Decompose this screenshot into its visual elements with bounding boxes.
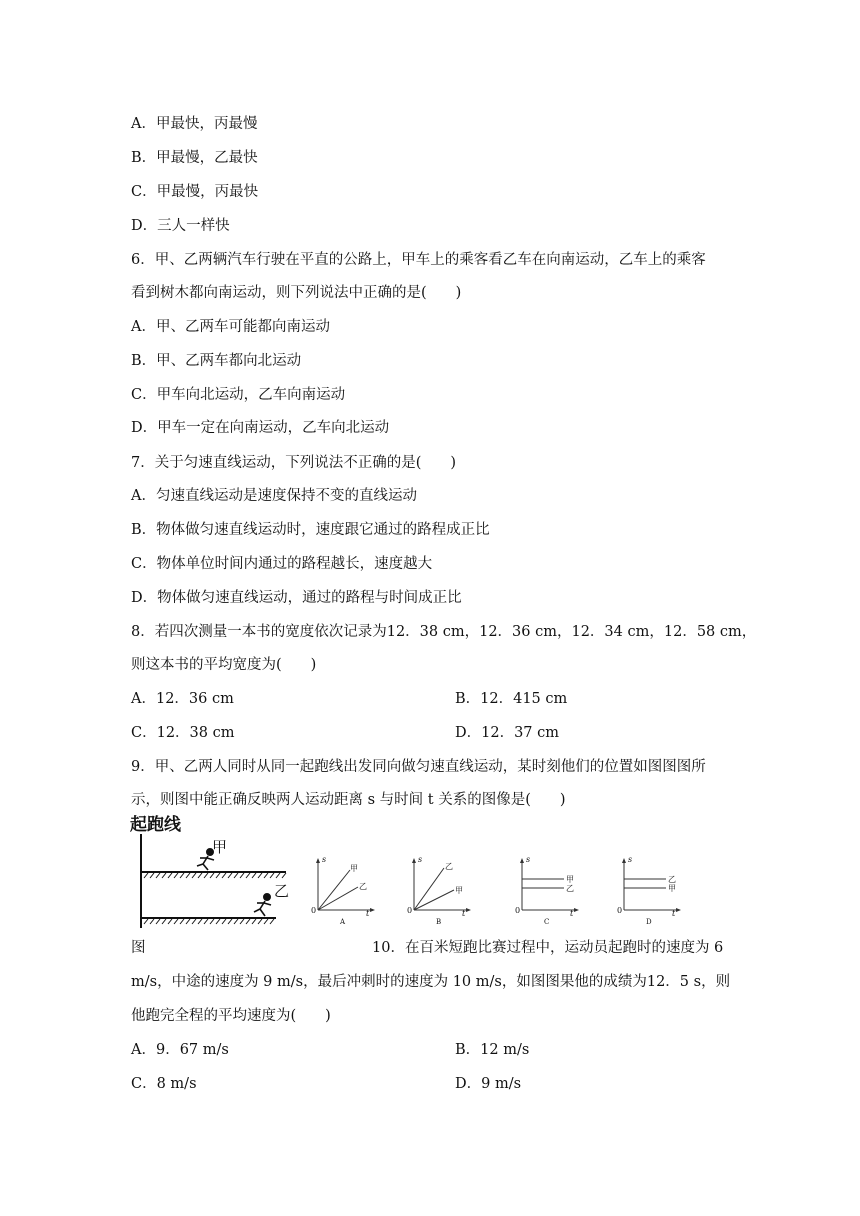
graph-c-y-axis: s [526,855,531,864]
graph-d-label: D [646,918,652,926]
graph-c-label: C [544,918,550,926]
q8-option-a: A．12．36 cm [131,691,234,707]
graph-c [512,855,582,930]
q7-option-a: A．匀速直线运动是速度保持不变的直线运动 [131,488,417,504]
graph-b-y-axis: s [418,855,423,864]
q10-stem-line3: 他跑完全程的平均速度为( ) [131,1008,331,1024]
q9-stem-line1: 9．甲、乙两人同时从同一起跑线出发同向做匀速直线运动，某时刻他们的位置如图图图所 [131,759,706,775]
q6-option-c: C．甲车向北运动，乙车向南运动 [131,387,346,403]
graph-b-label: B [436,918,442,926]
graph-b-x-axis: t [462,909,466,918]
q5-option-a: A．甲最快，丙最慢 [131,116,258,132]
graph-a-x-axis: t [366,909,370,918]
graph-a-line-label-2: 乙 [359,882,367,891]
graph-b [404,855,474,930]
q10-stem-line1: 10．在百米短跑比赛过程中，运动员起跑时的速度为 6 [372,940,724,956]
q10-option-d: D．9 m/s [455,1076,522,1092]
q7-option-d: D．物体做匀速直线运动，通过的路程与时间成正比 [131,590,462,606]
q5-option-d: D．三人一样快 [131,218,230,234]
track-drawing [128,808,288,933]
q7-stem: 7．关于匀速直线运动，下列说法不正确的是( ) [131,455,457,471]
graph-d-origin: 0 [617,906,623,915]
q10-option-b: B．12 m/s [455,1042,530,1058]
graph-d [614,855,684,930]
graph-b-line-label-2: 甲 [455,886,463,895]
q8-stem-line1: 8．若四次测量一本书的宽度依次记录为12．38 cm，12．36 cm，12．34 cm，12．58 cm， [131,624,757,640]
q8-option-c: C．12．38 cm [131,725,235,741]
q7-option-b: B．物体做匀速直线运动时，速度跟它通过的路程成正比 [131,522,490,538]
q10-option-c: C．8 m/s [131,1076,197,1092]
graph-a-origin: 0 [311,906,317,915]
q5-option-c: C．甲最慢，丙最快 [131,184,259,200]
graph-c-line-label-2: 乙 [566,884,574,893]
graph-a-line-label-1: 甲 [350,864,358,873]
graph-d-line-label-2: 甲 [668,884,676,893]
q9-stem-line2: 示，则图中能正确反映两人运动距离 s 与时间 t 关系的图像是( ) [131,792,566,808]
q7-option-c: C．物体单位时间内通过的路程越长，速度越大 [131,556,433,572]
start-line-title: 起跑线 [130,815,181,835]
q6-stem-line2: 看到树木都向南运动，则下列说法中正确的是( ) [131,285,462,301]
graph-c-x-axis: t [570,909,574,918]
graph-d-y-axis: s [628,855,633,864]
q6-option-b: B．甲、乙两车都向北运动 [131,353,302,369]
q8-option-b: B．12．415 cm [455,691,568,707]
q10-stem-line2: m/s，中途的速度为 9 m/s，最后冲刺时的速度为 10 m/s，如图图果他的成绩为12．5 s，则 [131,974,731,990]
q5-option-b: B．甲最慢，乙最快 [131,150,258,166]
runner-bottom-icon [254,894,271,916]
q6-option-d: D．甲车一定在向南运动，乙车向北运动 [131,420,390,436]
q6-stem-line1: 6．甲、乙两辆汽车行驶在平直的公路上，甲车上的乘客看乙车在向南运动，乙车上的乘客 [131,252,706,268]
start-line-figure [128,808,288,933]
graph-b-line-label-1: 乙 [445,862,453,871]
graph-a [308,855,378,930]
q8-option-d: D．12．37 cm [455,725,560,741]
runner-top-label: 甲 [212,838,228,856]
graph-d-line-label-1: 乙 [668,875,676,884]
graph-a-label: A [340,918,346,926]
graph-c-line-label-1: 甲 [566,875,574,884]
figure-caption: 图 [131,940,146,956]
graph-d-x-axis: t [672,909,676,918]
graph-b-origin: 0 [407,906,413,915]
q10-option-a: A．9．67 m/s [131,1042,229,1058]
graph-a-y-axis: s [322,855,327,864]
q8-stem-line2: 则这本书的平均宽度为( ) [131,657,317,673]
runner-bottom-label: 乙 [274,882,290,900]
q6-option-a: A．甲、乙两车可能都向南运动 [131,319,330,335]
graph-c-origin: 0 [515,906,521,915]
